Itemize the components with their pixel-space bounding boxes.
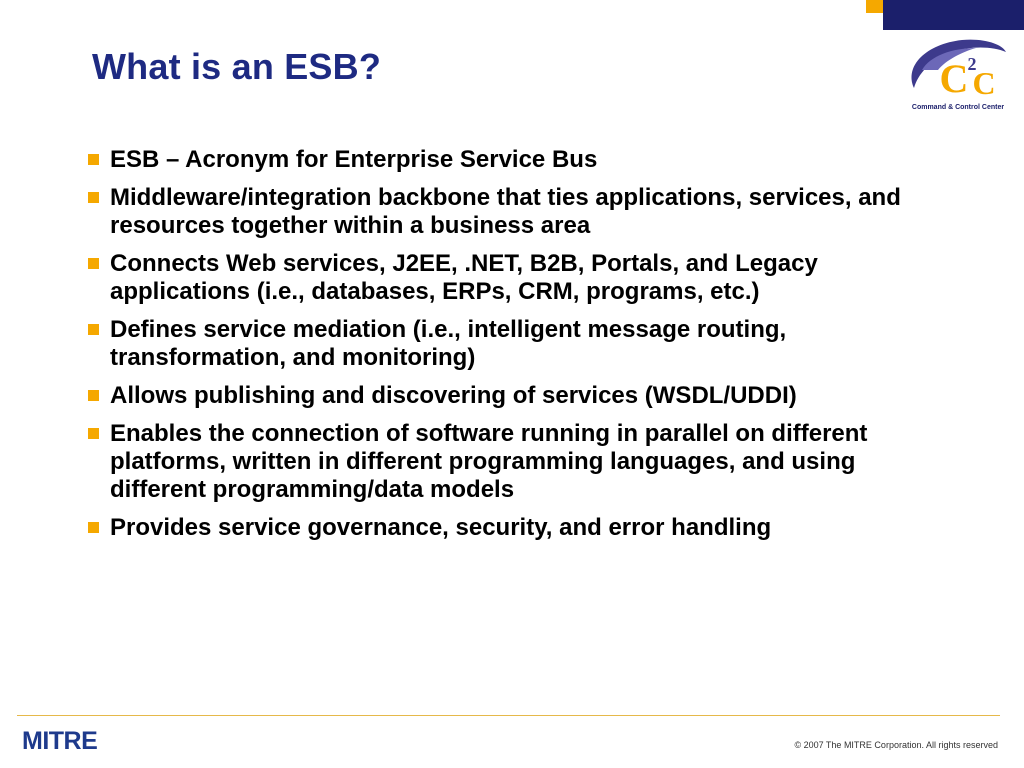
copyright-notice: © 2007 The MITRE Corporation. All rights reserved xyxy=(794,740,998,750)
bullet-list xyxy=(84,146,944,552)
svg-text:C: C xyxy=(972,65,996,101)
bullet-text: Enables the connection of software running in parallel on different platforms, written in different programming languages, and using different programming/data models xyxy=(110,420,868,503)
bullet-square-icon xyxy=(88,428,99,439)
footer-divider xyxy=(17,715,1000,716)
bullet-square-icon xyxy=(88,192,99,203)
mitre-logo xyxy=(22,726,112,754)
bullet-text: Provides service governance, security, and error handling xyxy=(110,514,772,541)
c2c-logo xyxy=(900,30,1010,112)
svg-text:2: 2 xyxy=(967,54,977,74)
bullet-text: Allows publishing and discovering of services (WSDL/UDDI) xyxy=(110,382,797,409)
svg-text:Command & Control Center: Command & Control Center xyxy=(911,104,1005,111)
bullet-square-icon xyxy=(88,258,99,269)
bullet-item xyxy=(84,184,944,240)
corner-accent-orange xyxy=(866,0,883,13)
bullet-square-icon xyxy=(88,390,99,401)
bullet-text: ESB – Acronym for Enterprise Service Bus xyxy=(110,146,598,173)
slide-title: What is an ESB? xyxy=(92,46,382,87)
bullet-item xyxy=(84,250,944,306)
bullet-text: Defines service mediation (i.e., intelligent message routing, transformation, and monitoring) xyxy=(110,316,787,371)
svg-text:MITRE: MITRE xyxy=(22,727,98,754)
bullet-item xyxy=(84,420,944,504)
bullet-item xyxy=(84,146,944,174)
bullet-square-icon xyxy=(88,154,99,165)
bullet-square-icon xyxy=(88,522,99,533)
bullet-square-icon xyxy=(88,324,99,335)
bullet-text: Connects Web services, J2EE, .NET, B2B, Portals, and Legacy applications (i.e., databases, ERPs, CRM, programs, etc.) xyxy=(110,250,818,305)
bullet-item xyxy=(84,316,944,372)
svg-text:C: C xyxy=(939,56,969,101)
corner-accent-navy xyxy=(883,0,1024,30)
bullet-text: Middleware/integration backbone that ties applications, services, and resources together within a business area xyxy=(110,184,901,239)
bullet-item xyxy=(84,382,944,410)
bullet-item xyxy=(84,514,944,542)
